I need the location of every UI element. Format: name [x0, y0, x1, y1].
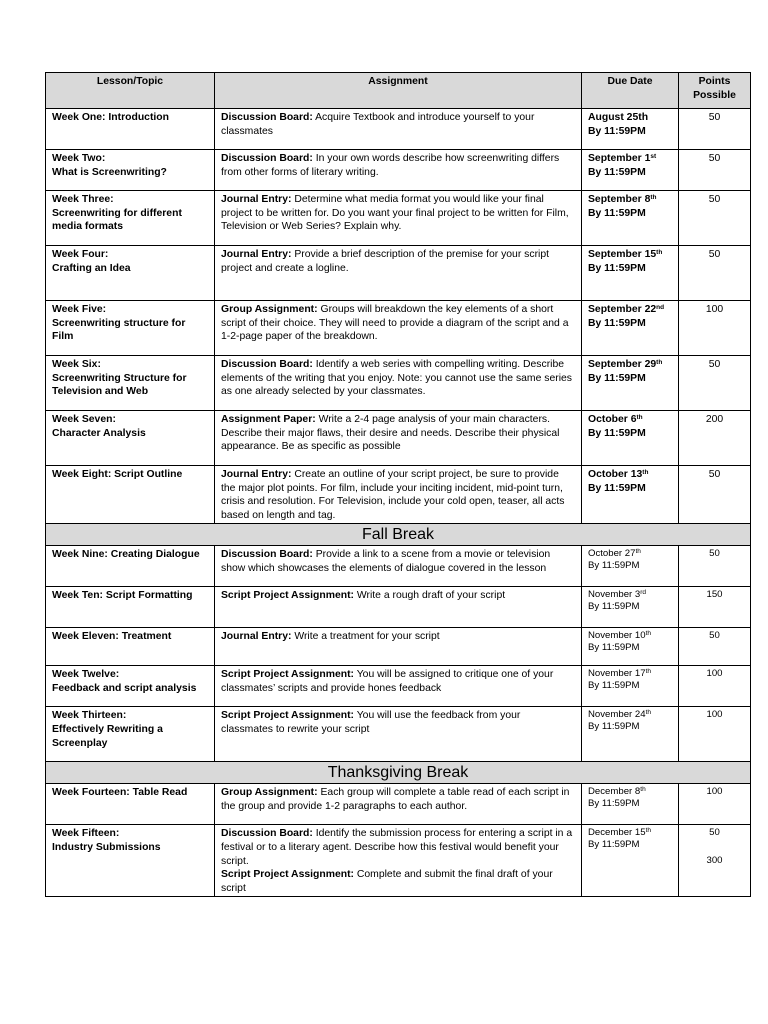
week-label: Week Two: — [52, 153, 106, 164]
points-cell: 50 — [679, 546, 751, 587]
week-label: Week Nine: Creating Dialogue — [52, 549, 200, 561]
due-date: September 29 — [588, 359, 657, 370]
assignment-cell — [215, 466, 582, 524]
due-date-suffix: th — [656, 249, 663, 256]
points-cell — [679, 825, 751, 897]
due-date: September 1 — [588, 153, 651, 164]
due-date: October 13 — [588, 469, 643, 480]
due-date-suffix: th — [645, 668, 652, 676]
due-time: By 11:59PM — [588, 721, 640, 733]
due-time: By 11:59PM — [588, 262, 646, 274]
assignment-cell — [215, 150, 582, 191]
table-row — [46, 246, 751, 301]
assignment-cell — [215, 411, 582, 466]
assignment-type: Group Assignment: — [221, 304, 318, 315]
topic-label: Screenwriting Structure for Television and Web — [52, 372, 187, 398]
week-label: Week Four: — [52, 249, 109, 260]
due-date: November 17 — [588, 668, 646, 680]
due-cell — [582, 246, 679, 301]
lesson-cell — [46, 587, 215, 628]
due-cell — [582, 466, 679, 524]
assignment-text: You will be assigned to critique one of your classmates’ scripts and provide hones feedback — [221, 669, 554, 694]
week-label: Week Eight: Script Outline — [52, 469, 183, 480]
due-date-suffix: th — [656, 359, 663, 366]
due-time: By 11:59PM — [588, 427, 646, 439]
fall-break-row — [46, 524, 751, 546]
points-cell: 50 — [679, 109, 751, 150]
points-cell: 50 — [679, 150, 751, 191]
due-cell — [582, 587, 679, 628]
assignment-type-2: Script Project Assignment: — [221, 869, 354, 881]
points-cell: 50 — [679, 356, 751, 411]
assignment-type: Journal Entry: — [221, 194, 292, 205]
assignment-type: Discussion Board: — [221, 112, 313, 123]
due-cell — [582, 191, 679, 246]
assignment-cell — [215, 301, 582, 356]
table-row — [46, 784, 751, 825]
lesson-cell — [46, 546, 215, 587]
points-cell: 200 — [679, 411, 751, 466]
points-value-2: 300 — [706, 855, 723, 867]
assignment-type: Journal Entry: — [221, 469, 292, 480]
week-label: Week Seven: — [52, 414, 116, 425]
table-row — [46, 356, 751, 411]
due-date-suffix: st — [650, 153, 657, 160]
assignment-cell — [215, 109, 582, 150]
week-label: Week Fourteen: Table Read — [52, 787, 188, 799]
due-time: By 11:59PM — [588, 125, 646, 137]
lesson-cell — [46, 246, 215, 301]
lesson-cell — [46, 411, 215, 466]
assignment-text: Write a rough draft of your script — [354, 590, 506, 602]
due-cell — [582, 356, 679, 411]
topic-label: Character Analysis — [52, 427, 146, 439]
due-date-suffix: th — [640, 786, 646, 794]
header-due-date: Due Date — [582, 73, 679, 109]
points-cell: 50 — [679, 628, 751, 666]
week-label: Week Eleven: Treatment — [52, 631, 172, 643]
due-cell — [582, 150, 679, 191]
assignment-cell — [215, 191, 582, 246]
due-date: October 27 — [588, 548, 636, 560]
topic-label: Screenwriting structure for Film — [52, 317, 186, 343]
lesson-cell — [46, 301, 215, 356]
due-time: By 11:59PM — [588, 680, 640, 692]
points-cell: 50 — [679, 191, 751, 246]
topic-label: Screenwriting for different media formats — [52, 207, 182, 233]
due-cell — [582, 628, 679, 666]
topic-label: Industry Submissions — [52, 841, 161, 853]
table-row — [46, 546, 751, 587]
table-row — [46, 301, 751, 356]
table-row — [46, 825, 751, 897]
due-time: By 11:59PM — [588, 839, 640, 851]
table-row — [46, 628, 751, 666]
due-date-suffix: nd — [656, 304, 665, 311]
assignment-cell — [215, 546, 582, 587]
assignment-text: Provide a brief description of the premise for your script project and create a logline. — [221, 249, 550, 274]
points-cell: 100 — [679, 707, 751, 762]
assignment-cell — [215, 707, 582, 762]
assignment-text: Identify the submission process for entering a script in a festival or to a literary agent. Describe how this festival would benefit your script. — [221, 828, 573, 867]
week-label: Week Twelve: — [52, 669, 120, 681]
lesson-cell — [46, 784, 215, 825]
lesson-cell — [46, 466, 215, 524]
lesson-cell — [46, 825, 215, 897]
due-date: December 8 — [588, 786, 641, 798]
course-schedule-table — [45, 72, 751, 897]
table-row — [46, 666, 751, 707]
header-lesson-topic: Lesson/Topic — [46, 73, 215, 109]
points-cell: 100 — [679, 666, 751, 707]
assignment-text: Identify a web series with compelling writing. Describe elements of the writing that you enjoy. Note: you cannot use the same series as one already selected by your classmates. — [221, 359, 572, 398]
header-points-possible: Points Possible — [679, 73, 751, 109]
due-date: September 8 — [588, 194, 651, 205]
table-row — [46, 466, 751, 524]
assignment-cell — [215, 666, 582, 707]
table-row — [46, 109, 751, 150]
week-label: Week One: Introduction — [52, 112, 169, 123]
week-label: Week Six: — [52, 359, 101, 370]
assignment-cell — [215, 587, 582, 628]
due-time: By 11:59PM — [588, 207, 646, 219]
assignment-text: Write a treatment for your script — [291, 631, 440, 643]
assignment-type: Script Project Assignment: — [221, 590, 354, 602]
week-label: Week Five: — [52, 304, 107, 315]
assignment-text: Determine what media format you would like your final project to be written for. Do you want your final project to be written for Film, Television or Web Series? Explain why. — [221, 194, 569, 233]
assignment-type: Group Assignment: — [221, 787, 318, 799]
due-time: By 11:59PM — [588, 482, 646, 494]
assignment-cell — [215, 784, 582, 825]
assignment-type: Script Project Assignment: — [221, 669, 354, 681]
points-cell: 150 — [679, 587, 751, 628]
assignment-type: Discussion Board: — [221, 359, 313, 370]
table-row — [46, 191, 751, 246]
assignment-type: Discussion Board: — [221, 549, 313, 561]
topic-label: What is Screenwriting? — [52, 166, 167, 178]
week-label: Week Ten: Script Formatting — [52, 590, 193, 602]
lesson-cell — [46, 191, 215, 246]
topic-label: Feedback and script analysis — [52, 682, 197, 694]
assignment-cell — [215, 356, 582, 411]
due-date-suffix: th — [636, 414, 643, 421]
assignment-type: Discussion Board: — [221, 153, 313, 164]
due-date: October 6 — [588, 414, 637, 425]
due-cell — [582, 666, 679, 707]
due-time: By 11:59PM — [588, 601, 640, 613]
table-row — [46, 150, 751, 191]
assignment-text: Write a 2-4 page analysis of your main characters. Describe their major flaws, their desire and needs. Describe their physical appearance. Be as specific as possible — [221, 414, 560, 453]
table-row — [46, 587, 751, 628]
due-date: September 22 — [588, 304, 657, 315]
due-date-suffix: rd — [640, 589, 647, 597]
assignment-cell — [215, 825, 582, 897]
thanksgiving-break-row — [46, 762, 751, 784]
assignment-type: Script Project Assignment: — [221, 710, 354, 722]
due-time: By 11:59PM — [588, 798, 640, 810]
assignment-type: Assignment Paper: — [221, 414, 316, 425]
due-date: November 24 — [588, 709, 646, 721]
assignment-type: Discussion Board: — [221, 828, 313, 840]
topic-label: Crafting an Idea — [52, 262, 131, 274]
assignment-cell — [215, 246, 582, 301]
due-time: By 11:59PM — [588, 560, 640, 572]
lesson-cell — [46, 628, 215, 666]
lesson-cell — [46, 356, 215, 411]
lesson-cell — [46, 707, 215, 762]
due-date-suffix: th — [645, 709, 652, 717]
due-date: September 15 — [588, 249, 657, 260]
assignment-text: In your own words describe how screenwriting differs from other forms of literary writing. — [221, 153, 560, 178]
due-date-suffix: th — [650, 194, 657, 201]
due-time: By 11:59PM — [588, 317, 646, 329]
week-label: Week Three: — [52, 194, 114, 205]
due-date-suffix: th — [645, 630, 652, 638]
thanksgiving-break-label: Thanksgiving Break — [46, 762, 751, 784]
header-row — [46, 73, 751, 109]
table-row — [46, 707, 751, 762]
points-cell: 50 — [679, 466, 751, 524]
due-date: December 15 — [588, 827, 646, 839]
due-cell — [582, 109, 679, 150]
assignment-type: Journal Entry: — [221, 631, 292, 643]
due-cell — [582, 784, 679, 825]
due-cell — [582, 411, 679, 466]
points-cell: 100 — [679, 784, 751, 825]
due-cell — [582, 707, 679, 762]
due-time: By 11:59PM — [588, 642, 640, 654]
week-label: Week Fifteen: — [52, 828, 120, 840]
due-cell — [582, 825, 679, 897]
lesson-cell — [46, 666, 215, 707]
due-time: By 11:59PM — [588, 166, 646, 178]
assignment-text: You will use the feedback from your classmates to rewrite your script — [221, 710, 521, 735]
topic-label: Effectively Rewriting a Screenplay — [52, 723, 163, 749]
points-cell: 50 — [679, 246, 751, 301]
assignment-type: Journal Entry: — [221, 249, 292, 260]
header-assignment: Assignment — [215, 73, 582, 109]
assignment-text: Groups will breakdown the key elements of a short script of their choice. They will need to provide a diagram of the script and a 1-2-page paper of the breakdown. — [221, 304, 569, 343]
assignment-text: Acquire Textbook and introduce yourself to your classmates — [221, 112, 535, 137]
due-date-suffix: th — [645, 827, 652, 835]
fall-break-label: Fall Break — [46, 524, 751, 546]
due-date: November 3 — [588, 589, 641, 601]
assignment-cell — [215, 628, 582, 666]
assignment-text: Each group will complete a table read of each script in the group and provide 1-2 paragraphs to each author. — [221, 787, 570, 812]
assignment-text: Create an outline of your script project, be sure to provide the major plot points. For film, include your inciting incident, mid-point turn, crisis and resolution. For Television, include your cold open, teaser, all acts based on length and tag. — [221, 469, 565, 521]
due-date-suffix: th — [635, 548, 641, 556]
due-date: November 10 — [588, 630, 646, 642]
due-date-suffix: th — [642, 469, 649, 476]
lesson-cell — [46, 109, 215, 150]
points-value: 50 — [709, 827, 720, 839]
due-time: By 11:59PM — [588, 372, 646, 384]
assignment-text-2: Complete and submit the final draft of your script — [221, 869, 553, 894]
table-row — [46, 411, 751, 466]
lesson-cell — [46, 150, 215, 191]
assignment-text: Provide a link to a scene from a movie or television show which showcases the elements of dialogue covered in the lesson — [221, 549, 551, 574]
points-cell: 100 — [679, 301, 751, 356]
due-cell — [582, 301, 679, 356]
due-date: August 25th — [588, 112, 649, 123]
due-cell — [582, 546, 679, 587]
week-label: Week Thirteen: — [52, 710, 127, 722]
